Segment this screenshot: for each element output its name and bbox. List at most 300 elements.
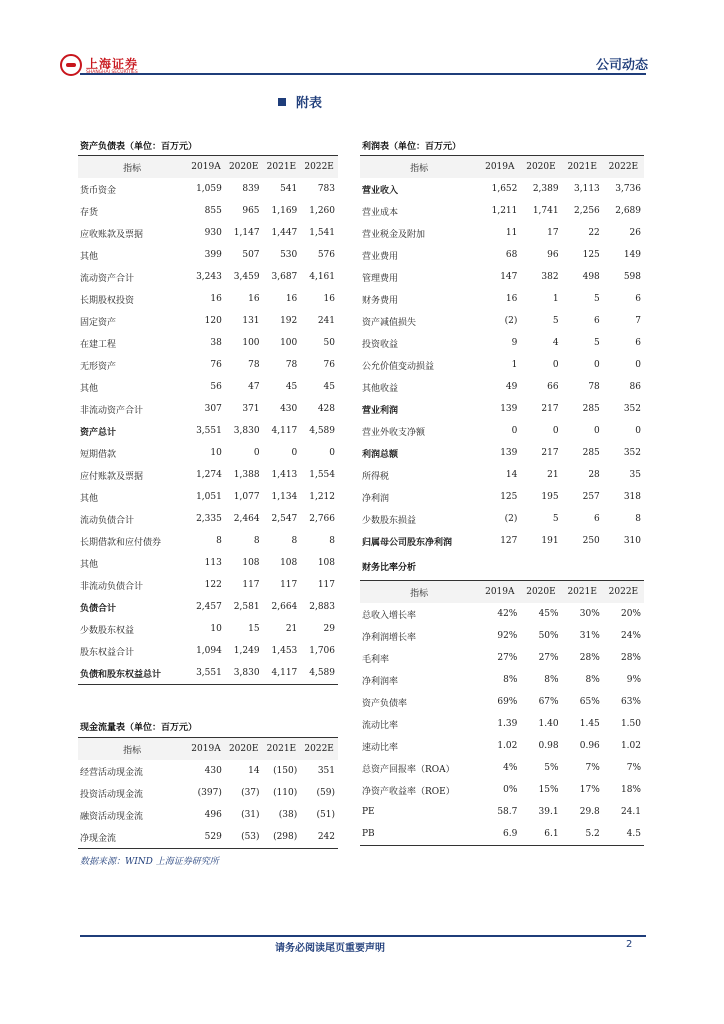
- cell-value: 1.40: [538, 719, 559, 729]
- cell-value: 3,459: [233, 272, 260, 282]
- data-source-note: 数据来源：WIND 上海证券研究所: [80, 857, 219, 867]
- cell-value: 3,830: [233, 668, 260, 678]
- cell-value: 310: [623, 536, 641, 546]
- cell-value: 16: [323, 294, 335, 304]
- table-row: [360, 823, 644, 846]
- table-header-row: [78, 738, 338, 761]
- cell-value: 139: [500, 448, 518, 458]
- table-row: [360, 376, 644, 398]
- table-row: [78, 486, 338, 508]
- row-label: 净利润率: [362, 676, 399, 687]
- cell-value: 16: [505, 294, 518, 304]
- cell-value: (31): [241, 810, 260, 820]
- cell-value: 1,249: [233, 646, 260, 656]
- ratio-analysis-body: [360, 581, 644, 846]
- table-header-row: [360, 581, 644, 604]
- table-row: [78, 804, 338, 826]
- cell-value: 352: [623, 448, 641, 458]
- cell-value: 20%: [620, 609, 641, 619]
- table-row: [78, 552, 338, 574]
- cell-value: 1,059: [196, 184, 222, 194]
- cell-value: 965: [242, 206, 260, 216]
- page-number: 2: [626, 939, 633, 950]
- row-label: 负债和股东权益总计: [80, 669, 162, 680]
- cell-value: 371: [242, 404, 260, 414]
- cell-value: 108: [242, 558, 260, 568]
- cell-value: 1,134: [271, 492, 298, 502]
- table-row: [360, 332, 644, 354]
- table-row: [360, 310, 644, 332]
- cell-value: 352: [623, 404, 641, 414]
- row-label: 净利润增长率: [362, 632, 417, 643]
- cell-value: 576: [317, 250, 335, 260]
- cell-value: 4,117: [271, 668, 298, 678]
- cell-value: 4,161: [309, 272, 335, 282]
- cell-value: 16: [210, 294, 222, 304]
- row-label: 营业外收支净额: [362, 427, 426, 438]
- cell-value: 5: [594, 294, 600, 304]
- table-row: [78, 530, 338, 552]
- cell-value: 67%: [538, 697, 559, 707]
- column-header: 指标: [78, 738, 187, 761]
- row-label: 资产减值损失: [362, 317, 417, 328]
- cell-value: 100: [280, 338, 298, 348]
- cell-value: 6: [594, 316, 600, 326]
- table-row: [360, 244, 644, 266]
- cell-value: 1.39: [497, 719, 518, 729]
- column-header: 2020E: [520, 156, 561, 179]
- table-row: [78, 596, 338, 618]
- cell-value: 1,169: [271, 206, 298, 216]
- cell-value: 598: [623, 272, 641, 282]
- table-row: [360, 691, 644, 713]
- cash-flow-body: [78, 738, 338, 849]
- cell-value: 58.7: [497, 807, 518, 817]
- row-label: 财务费用: [362, 295, 399, 306]
- column-header: 2021E: [562, 581, 603, 604]
- cell-value: 285: [582, 404, 600, 414]
- cell-value: 27%: [497, 653, 518, 663]
- row-label: 投资收益: [362, 339, 399, 350]
- table-row: [360, 669, 644, 691]
- cell-value: (51): [316, 810, 335, 820]
- cell-value: 192: [280, 316, 298, 326]
- cell-value: 26: [629, 228, 641, 238]
- row-label: 总资产回报率（ROA）: [362, 764, 455, 775]
- cell-value: 3,113: [574, 184, 600, 194]
- cell-value: 3,551: [196, 668, 222, 678]
- table-row: [360, 178, 644, 200]
- cell-value: 250: [582, 536, 600, 546]
- cell-value: 2,883: [309, 602, 335, 612]
- cell-value: 9: [511, 338, 518, 348]
- income-statement-body: [360, 156, 644, 553]
- cell-value: 5.2: [585, 829, 600, 839]
- table-row: [360, 398, 644, 420]
- table-row: [360, 779, 644, 801]
- row-label: 净现金流: [80, 833, 117, 844]
- column-header: 2022E: [300, 738, 338, 761]
- cell-value: 1,094: [196, 646, 222, 656]
- cell-value: 120: [204, 316, 222, 326]
- column-header: 2021E: [562, 156, 603, 179]
- cell-value: 1,147: [233, 228, 260, 238]
- cell-value: 50%: [538, 631, 559, 641]
- cash-flow-title: 现金流量表（单位：百万元）: [80, 723, 198, 733]
- cell-value: 2,689: [615, 206, 641, 216]
- cell-value: (59): [316, 788, 335, 798]
- table-row: [78, 782, 338, 804]
- cell-value: 10: [210, 448, 222, 458]
- table-row: [78, 420, 338, 442]
- cell-value: 6: [635, 338, 641, 348]
- cell-value: 529: [204, 832, 222, 842]
- cell-value: 8: [635, 514, 641, 524]
- footer-divider: [80, 935, 646, 937]
- cell-value: 47: [248, 382, 260, 392]
- table-row: [360, 757, 644, 779]
- cell-value: 8: [291, 536, 298, 546]
- row-label: 营业税金及附加: [362, 229, 426, 240]
- header-title: 公司动态: [595, 58, 648, 73]
- row-label: 所得税: [362, 471, 390, 482]
- cell-value: 3,687: [271, 272, 298, 282]
- cell-value: 1.02: [497, 741, 518, 751]
- table-row: [360, 801, 644, 823]
- cell-value: 4.5: [626, 829, 641, 839]
- table-row: [78, 288, 338, 310]
- row-label: 无形资产: [80, 361, 117, 372]
- cell-value: 56: [210, 382, 222, 392]
- table-row: [360, 530, 644, 552]
- cell-value: 22: [588, 228, 600, 238]
- header-divider: [80, 73, 646, 75]
- table-row: [78, 200, 338, 222]
- cell-value: 108: [280, 558, 298, 568]
- table-row: [360, 603, 644, 625]
- cell-value: 498: [582, 272, 600, 282]
- cell-value: 86: [629, 382, 641, 392]
- cell-value: 31%: [579, 631, 600, 641]
- logo-text: 上海证券: [86, 57, 139, 71]
- cell-value: 1,077: [233, 492, 260, 502]
- cell-value: 8: [329, 536, 335, 546]
- cell-value: 45: [285, 382, 298, 392]
- table-row: [360, 266, 644, 288]
- cell-value: 21: [285, 624, 298, 634]
- cell-value: 0: [594, 426, 600, 436]
- cell-value: 1,413: [271, 470, 298, 480]
- column-header: 2019A: [187, 738, 225, 761]
- cell-value: 28%: [579, 653, 600, 663]
- column-header: 指标: [360, 156, 479, 179]
- cell-value: 39.1: [538, 807, 559, 817]
- column-header: 2022E: [300, 156, 338, 179]
- cell-value: 15%: [538, 785, 559, 795]
- cell-value: 92%: [497, 631, 518, 641]
- row-label: 营业利润: [362, 405, 399, 416]
- cell-value: 69%: [497, 697, 518, 707]
- cell-value: 1,260: [309, 206, 335, 216]
- cell-value: 1,706: [309, 646, 335, 656]
- row-label: 营业成本: [362, 207, 399, 218]
- row-label: 其他: [80, 383, 99, 394]
- table-row: [360, 486, 644, 508]
- cell-value: 1,274: [196, 470, 222, 480]
- cell-value: 496: [204, 810, 222, 820]
- cell-value: 3,243: [196, 272, 222, 282]
- cell-value: 68: [505, 250, 518, 260]
- cell-value: 127: [500, 536, 518, 546]
- row-label: 营业收入: [362, 185, 399, 196]
- cell-value: 113: [204, 558, 222, 568]
- table-row: [360, 222, 644, 244]
- cell-value: 3,551: [196, 426, 222, 436]
- balance-sheet-table: [78, 155, 338, 685]
- table-row: [360, 625, 644, 647]
- cell-value: 1,447: [271, 228, 298, 238]
- cell-value: 45: [323, 382, 335, 392]
- column-header: 2022E: [603, 156, 644, 179]
- cell-value: 1.50: [620, 719, 641, 729]
- row-label: 负债合计: [80, 603, 117, 614]
- cell-value: 241: [317, 316, 335, 326]
- cell-value: 49: [505, 382, 518, 392]
- row-label: 营业费用: [362, 251, 399, 262]
- cell-value: 1,211: [491, 206, 518, 216]
- cell-value: 318: [623, 492, 641, 502]
- cell-value: 430: [280, 404, 298, 414]
- income-statement-table: [360, 155, 644, 552]
- cell-value: 430: [204, 766, 222, 776]
- cell-value: 17: [547, 228, 559, 238]
- table-header-row: [360, 156, 644, 179]
- table-header-row: [78, 156, 338, 179]
- income-statement-title: 利润表（单位：百万元）: [362, 142, 462, 152]
- cell-value: 0: [552, 360, 559, 370]
- cell-value: 45%: [538, 609, 559, 619]
- row-label: 速动比率: [362, 742, 399, 753]
- cell-value: 28%: [620, 653, 641, 663]
- cell-value: 2,389: [532, 184, 559, 194]
- column-header: 2019A: [479, 581, 520, 604]
- cell-value: 0.98: [538, 741, 559, 751]
- row-label: 其他: [80, 493, 99, 504]
- row-label: 非流动负债合计: [80, 581, 144, 592]
- row-label: 长期股权投资: [80, 295, 135, 306]
- cell-value: (2): [504, 316, 518, 326]
- table-row: [360, 442, 644, 464]
- cell-value: 125: [582, 250, 600, 260]
- table-row: [78, 618, 338, 640]
- column-header: 2019A: [479, 156, 520, 179]
- cell-value: 1.45: [579, 719, 600, 729]
- row-label: 资产负债率: [362, 698, 408, 709]
- table-row: [78, 266, 338, 288]
- cell-value: 6: [635, 294, 641, 304]
- cell-value: 2,547: [271, 514, 298, 524]
- row-label: 在建工程: [80, 339, 117, 350]
- row-label: 毛利率: [362, 654, 390, 665]
- cell-value: 27%: [538, 653, 559, 663]
- cell-value: 1: [552, 294, 559, 304]
- cell-value: 0%: [503, 785, 518, 795]
- cell-value: 1,541: [309, 228, 335, 238]
- cell-value: 15: [248, 624, 260, 634]
- cell-value: 3,736: [615, 184, 641, 194]
- ratio-analysis-title: 财务比率分析: [362, 563, 417, 573]
- cell-value: 351: [317, 766, 335, 776]
- section-title-text: 附表: [296, 96, 323, 111]
- cell-value: 5%: [544, 763, 559, 773]
- cell-value: 2,664: [271, 602, 298, 612]
- cell-value: 4,589: [309, 668, 335, 678]
- cell-value: 5: [552, 316, 559, 326]
- cell-value: 8: [253, 536, 260, 546]
- cell-value: (2): [504, 514, 518, 524]
- table-row: [360, 464, 644, 486]
- cell-value: 30%: [579, 609, 600, 619]
- cell-value: 217: [541, 448, 559, 458]
- cell-value: 0: [594, 360, 600, 370]
- cell-value: 14: [505, 470, 518, 480]
- cell-value: 428: [317, 404, 335, 414]
- balance-sheet-body: [78, 156, 338, 685]
- cell-value: 0: [291, 448, 298, 458]
- cash-flow-table: [78, 737, 338, 849]
- cell-value: 855: [204, 206, 222, 216]
- cell-value: 35: [629, 470, 641, 480]
- table-row: [78, 464, 338, 486]
- cell-value: 541: [280, 184, 298, 194]
- row-label: 利润总额: [362, 449, 399, 460]
- cell-value: 7: [635, 316, 641, 326]
- cell-value: (38): [278, 810, 298, 820]
- cell-value: 7%: [626, 763, 641, 773]
- balance-sheet-title: 资产负债表（单位：百万元）: [80, 142, 198, 152]
- cell-value: 2,335: [196, 514, 222, 524]
- column-header: 指标: [78, 156, 187, 179]
- table-row: [78, 332, 338, 354]
- row-label: 投资活动现金流: [80, 789, 144, 800]
- cell-value: 7%: [585, 763, 600, 773]
- cell-value: 839: [242, 184, 260, 194]
- row-label: 长期借款和应付债券: [80, 537, 162, 548]
- cell-value: 530: [280, 250, 298, 260]
- cell-value: 122: [204, 580, 222, 590]
- cell-value: 8%: [503, 675, 518, 685]
- row-label: 短期借款: [80, 449, 117, 460]
- cell-value: 16: [285, 294, 298, 304]
- cell-value: 4: [552, 338, 559, 348]
- row-label: 流动比率: [362, 720, 399, 731]
- cell-value: 1,388: [233, 470, 260, 480]
- cell-value: 399: [204, 250, 222, 260]
- cell-value: 2,457: [196, 602, 222, 612]
- cell-value: 2,256: [574, 206, 600, 216]
- cell-value: 195: [541, 492, 559, 502]
- table-row: [78, 398, 338, 420]
- table-row: [360, 713, 644, 735]
- table-row: [78, 178, 338, 200]
- row-label: 流动负债合计: [80, 515, 135, 526]
- table-row: [78, 640, 338, 662]
- table-row: [360, 420, 644, 442]
- row-label: 股东权益合计: [80, 647, 135, 658]
- cell-value: 1: [511, 360, 518, 370]
- row-label: 应付账款及票据: [80, 471, 144, 482]
- cell-value: 242: [317, 832, 335, 842]
- cell-value: 10: [210, 624, 222, 634]
- row-label: 经营活动现金流: [80, 767, 144, 778]
- cell-value: 5: [552, 514, 559, 524]
- cell-value: 24.1: [620, 807, 641, 817]
- row-label: 流动资产合计: [80, 273, 135, 284]
- row-label: 少数股东损益: [362, 515, 417, 526]
- cell-value: 17%: [579, 785, 600, 795]
- cell-value: 307: [204, 404, 222, 414]
- cell-value: 1,652: [491, 184, 518, 194]
- row-label: 存货: [80, 207, 99, 218]
- table-row: [360, 508, 644, 530]
- row-label: 公允价值变动损益: [362, 361, 435, 372]
- cell-value: 29.8: [579, 807, 600, 817]
- cell-value: 117: [280, 580, 298, 590]
- row-label: PE: [362, 807, 375, 817]
- section-title: [278, 92, 322, 111]
- table-row: [78, 574, 338, 596]
- cell-value: 3,830: [233, 426, 260, 436]
- row-label: 少数股东权益: [80, 625, 135, 636]
- column-header: 2019A: [187, 156, 225, 179]
- cell-value: 8%: [585, 675, 600, 685]
- cell-value: 4,117: [271, 426, 298, 436]
- cell-value: 6.9: [503, 829, 518, 839]
- cell-value: 11: [505, 228, 518, 238]
- cell-value: 8: [216, 536, 222, 546]
- cell-value: 285: [582, 448, 600, 458]
- table-row: [78, 760, 338, 782]
- table-row: [78, 826, 338, 849]
- cell-value: 125: [500, 492, 518, 502]
- cell-value: 66: [547, 382, 559, 392]
- cell-value: 1,051: [196, 492, 222, 502]
- cell-value: 257: [582, 492, 600, 502]
- cell-value: 24%: [620, 631, 641, 641]
- disclaimer-note: 请务必阅读尾页重要声明: [275, 943, 385, 954]
- cell-value: (53): [241, 832, 260, 842]
- column-header: 2021E: [263, 738, 301, 761]
- cell-value: 100: [242, 338, 260, 348]
- column-header: 2022E: [603, 581, 644, 604]
- table-row: [78, 508, 338, 530]
- cell-value: 96: [547, 250, 559, 260]
- cell-value: 139: [500, 404, 518, 414]
- cell-value: 382: [541, 272, 559, 282]
- row-label: 总收入增长率: [362, 610, 417, 621]
- table-row: [78, 376, 338, 398]
- row-label: 应收账款及票据: [80, 229, 144, 240]
- cell-value: 1,212: [309, 492, 335, 502]
- column-header: 2021E: [263, 156, 301, 179]
- row-label: 净资产收益率（ROE）: [362, 786, 455, 797]
- cell-value: 28: [588, 470, 600, 480]
- cell-value: 42%: [497, 609, 518, 619]
- cell-value: 2,766: [309, 514, 335, 524]
- cell-value: 4,589: [309, 426, 335, 436]
- cell-value: 0: [329, 448, 335, 458]
- row-label: 非流动资产合计: [80, 405, 144, 416]
